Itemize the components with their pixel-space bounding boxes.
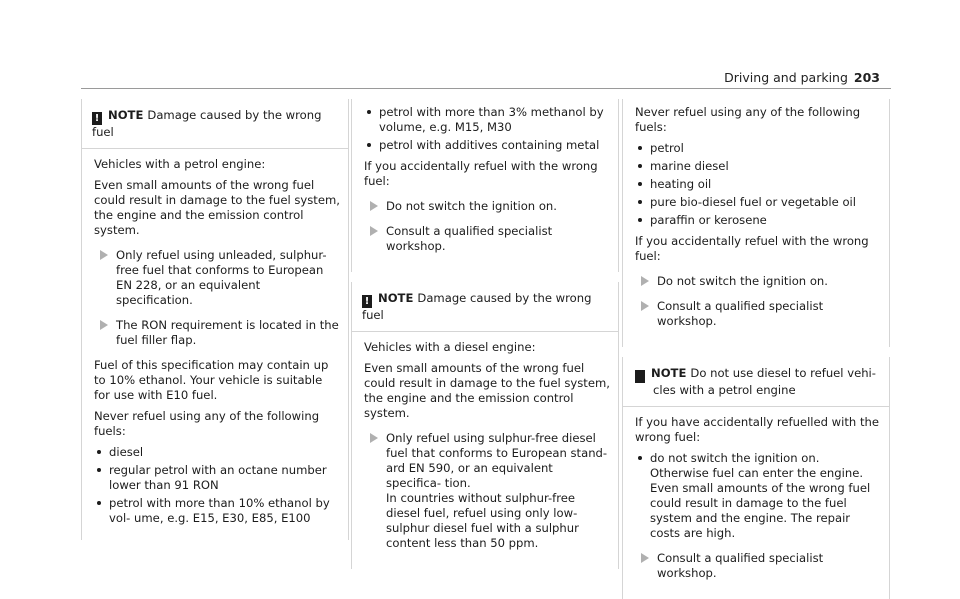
note-label: NOTE: [108, 108, 144, 122]
list-item: [635, 159, 881, 174]
paragraph: Never refuel using any of the following fuels:: [94, 409, 320, 438]
fuel-list: [94, 445, 340, 526]
note-title: Damage caused by the wrong fuel: [362, 291, 592, 322]
arrow-icon: [641, 553, 649, 563]
note-box-diesel: [351, 282, 619, 569]
note-title: Do not use diesel to refuel vehi- cles with a petrol engine: [653, 366, 876, 397]
list-item: [94, 445, 340, 460]
arrow-icon: [370, 433, 378, 443]
column-2: [351, 99, 619, 569]
list-item: [94, 496, 340, 526]
bullet-icon: [97, 450, 101, 454]
note-body: [623, 407, 889, 599]
note-box-diesel-in-petrol: [622, 357, 890, 599]
bullet-icon: [367, 110, 371, 114]
list-item-text: petrol: [650, 141, 684, 155]
bullet-icon: [638, 218, 642, 222]
list-item: [94, 463, 340, 493]
list-item: [364, 138, 610, 153]
list-item: [635, 451, 881, 541]
page-header: [724, 70, 880, 85]
step: [94, 248, 340, 308]
note-label: NOTE: [651, 366, 687, 380]
step-text: Only refuel using unleaded, sulphur-free fuel that conforms to European EN 228, or an equivalent specification.: [116, 248, 327, 307]
bullet-icon: [367, 143, 371, 147]
list-item: [635, 213, 881, 228]
note-body: [352, 332, 618, 569]
note-box-petrol-continued: [351, 99, 619, 272]
list-item-text: do not switch the ignition on. Otherwise fuel can enter the engine.: [650, 451, 864, 480]
paragraph: Even small amounts of the wrong fuel could result in damage to the fuel system, the engine and the emission control system.: [94, 178, 340, 237]
list-item-text: marine diesel: [650, 159, 729, 173]
warning-icon: !: [92, 112, 102, 125]
list-item-text: Even small amounts of the wrong fuel could result in damage to the fuel system and the engine. The repair costs are high.: [650, 481, 871, 540]
arrow-icon: [641, 276, 649, 286]
step: [94, 318, 340, 348]
step: [364, 199, 610, 214]
step-text: Do not switch the ignition on.: [657, 274, 828, 288]
paragraph: Fuel of this specification may contain up to 10% ethanol. Your vehicle is suitable for use with E10 fuel.: [94, 358, 329, 402]
step: [635, 274, 881, 289]
action-list: [635, 451, 881, 541]
bullet-icon: [638, 146, 642, 150]
page-number: 203: [853, 70, 880, 85]
note-header: [352, 282, 618, 332]
note-title: Damage caused by the wrong fuel: [92, 108, 322, 139]
paragraph: If you have accidentally refuelled with the wrong fuel:: [635, 415, 879, 444]
paragraph: Vehicles with a diesel engine:: [364, 340, 536, 354]
bullet-icon: [97, 501, 101, 505]
step: [635, 551, 881, 581]
header-divider: [81, 88, 891, 89]
bullet-icon: [638, 182, 642, 186]
note-header: [623, 357, 889, 407]
list-item: [635, 195, 881, 210]
step-text: In countries without sulphur-free diesel fuel, refuel using only low-sulphur diesel fuel with a sulphur content less than 50 ppm.: [386, 491, 579, 550]
section-title: Driving and parking: [724, 70, 848, 85]
list-item-text: paraffin or kerosene: [650, 213, 767, 227]
bullet-icon: [638, 164, 642, 168]
bullet-icon: [97, 468, 101, 472]
arrow-icon: [100, 320, 108, 330]
note-label: NOTE: [378, 291, 414, 305]
paragraph: If you accidentally refuel with the wrong fuel:: [364, 159, 598, 188]
column-3: [622, 99, 890, 599]
warning-icon: !: [362, 295, 372, 308]
step: [364, 431, 610, 551]
list-item-text: petrol with more than 3% methanol by volume, e.g. M15, M30: [379, 105, 604, 134]
fuel-list: [364, 105, 610, 153]
note-box-diesel-continued: [622, 99, 890, 347]
arrow-icon: [641, 301, 649, 311]
list-item-text: pure bio-diesel fuel or vegetable oil: [650, 195, 856, 209]
arrow-icon: [370, 201, 378, 211]
note-box-petrol: [81, 99, 349, 540]
step: [364, 224, 610, 254]
paragraph: Vehicles with a petrol engine:: [94, 157, 266, 171]
list-item: [635, 177, 881, 192]
list-item: [635, 141, 881, 156]
step-text: Consult a qualified specialist workshop.: [657, 299, 824, 328]
paragraph: Even small amounts of the wrong fuel could result in damage to the fuel system, the engine and the emission control system.: [364, 361, 610, 420]
step-text: Consult a qualified specialist workshop.: [386, 224, 553, 253]
arrow-icon: [370, 226, 378, 236]
step: [635, 299, 881, 329]
list-item: [364, 105, 610, 135]
paragraph: Never refuel using any of the following fuels:: [635, 105, 861, 134]
paragraph: If you accidentally refuel with the wrong fuel:: [635, 234, 869, 263]
column-1: [81, 99, 349, 540]
fuel-list: [635, 141, 881, 228]
step-text: The RON requirement is located in the fuel filler flap.: [116, 318, 339, 347]
list-item-text: heating oil: [650, 177, 712, 191]
arrow-icon: [100, 250, 108, 260]
note-body: [82, 149, 348, 540]
list-item-text: regular petrol with an octane number lower than 91 RON: [109, 463, 327, 492]
list-item-text: petrol with additives containing metal: [379, 138, 600, 152]
note-header: [82, 99, 348, 149]
warning-icon: !: [635, 370, 645, 383]
step-text: Consult a qualified specialist workshop.: [657, 551, 824, 580]
bullet-icon: [638, 456, 642, 460]
list-item-text: petrol with more than 10% ethanol by vol- ume, e.g. E15, E30, E85, E100: [109, 496, 330, 525]
bullet-icon: [638, 200, 642, 204]
step-text: Only refuel using sulphur-free diesel fuel that conforms to European stand- ard EN 590, or an equivalent specifica- tion.: [386, 431, 608, 490]
list-item-text: diesel: [109, 445, 144, 459]
step-text: Do not switch the ignition on.: [386, 199, 557, 213]
